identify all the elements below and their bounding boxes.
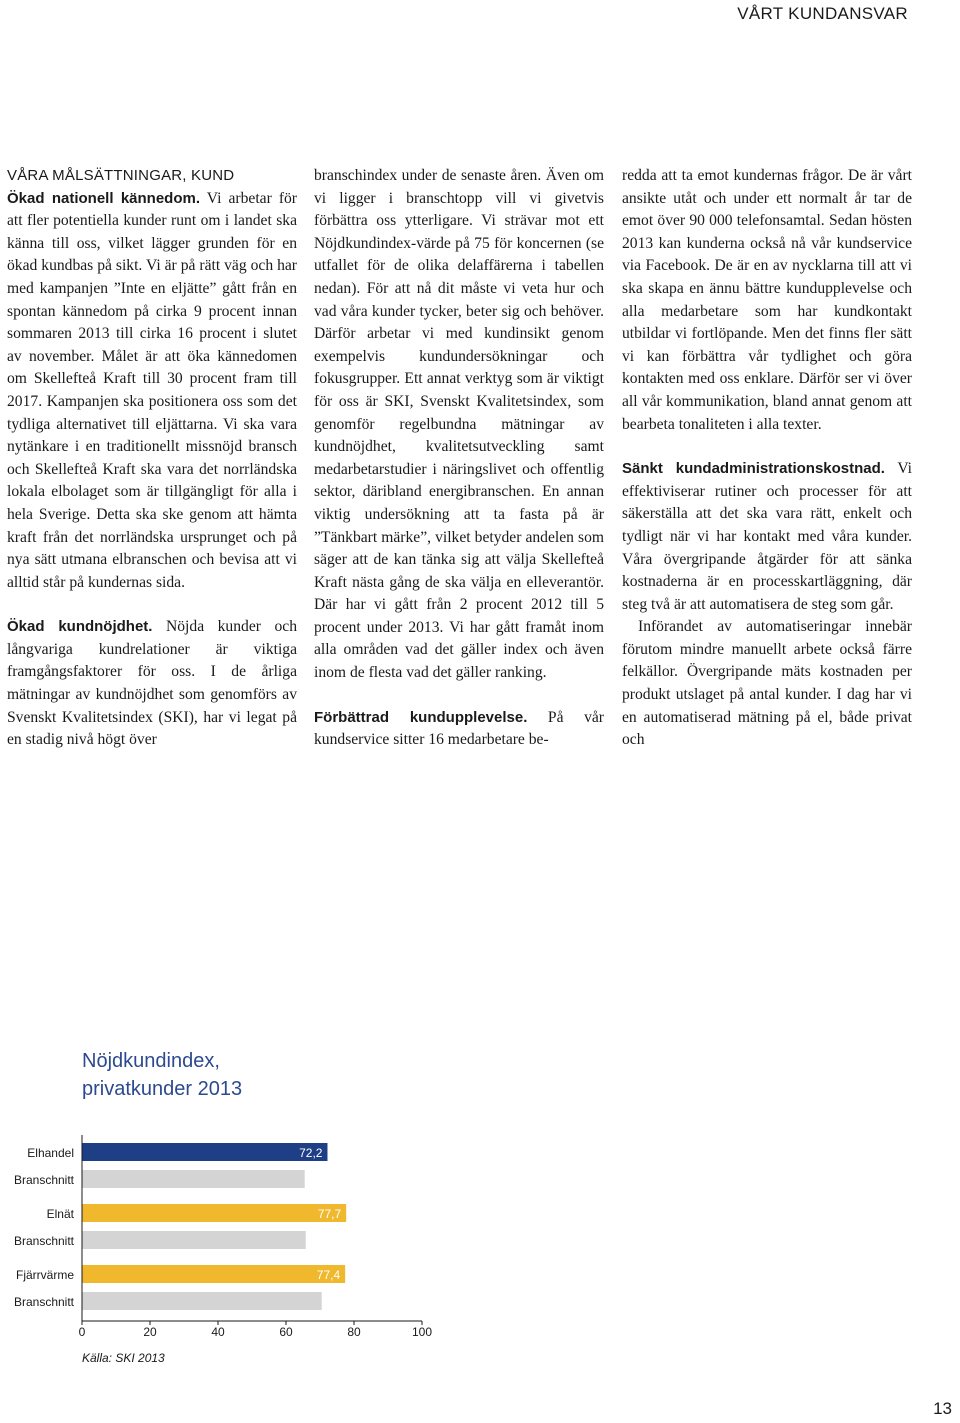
chart-source: Källa: SKI 2013 [82,1351,165,1365]
paragraph-branschindex: branschindex under de senaste åren. Även om vi ligger i branschtopp vill vi givetvis förbättra oss ytterligare. Vi strävar mot ett Nöjdkundindex-värde på 75 för koncernen (se utfallet för de olika delaffärerna i tabellen nedan). För att nå dit måste vi veta hur och vad våra kunder tycker, beter sig och behöver. Därför arbetar vi med kundinsikt genom exempelvis kundundersökningar och fokusgrupper. Ett annat verktyg som är viktigt för oss är SKI, Svenskt Kvalitetsindex, som genomför regelbundna mätningar av kundnöjdhet, kvalitetsutveckling samt medarbetarstudier i näringslivet och offentlig sektor, däribland energibranschen. En annan viktig undersökning att ta fasta på är ”Tänkbart märke”, vilket betyder andelen som säger att de kan tänka sig att välja Skellefteå Kraft nästa gång de ska välja en elleverantör. Där har vi gått från 2 procent 2012 till 5 procent under 2013. Vi har gått framåt inom alla områden vad det gäller index och även inom de flesta vad det gäller ranking. [314,167,604,682]
heading-satisfaction: Ökad kundnöjdhet. [7,618,153,636]
paragraph-admin-cost-text: Vi effektiviserar rutiner och processer för att säkerställa att det ska vara rätt, enkelt och tydligt när vi har kontakt med våra kunder. Våra övergripande åtgärder för att sänka kostnaderna är en processkartläggning, där steg två är att automatisera de steg som går. [622,460,912,613]
value-label-eln-t: 77,7 [317,1207,342,1221]
paragraph-automation: Införandet av automatiseringar innebär förutom mindre manuellt arbete också färre felkällor. Övergripande mäts kostnaden per produkt utslaget på antal kunder. I dag har vi en automatiserad mätning på el, både privat och [622,618,912,749]
x-tick-label: 20 [143,1325,157,1339]
heading-awareness: Ökad nationell kännedom. [7,189,201,207]
chart-title-line-1: Nöjdkundindex, [82,1050,220,1072]
paragraph-admin-cost [622,458,912,616]
bar-elhandel [82,1143,327,1161]
nki-bar-chart [0,1130,480,1380]
category-label-eln-t: Elnät [46,1207,74,1221]
benchmark-bar-elhandel [82,1170,305,1188]
section-kicker: VÅRA MÅLSÄTTNINGAR, KUND [7,167,235,184]
section-header: VÅRT KUNDANSVAR [737,4,908,23]
page-number: 13 [933,1399,952,1418]
x-tick-label: 0 [78,1325,86,1339]
benchmark-label-fj-rrv-rme: Branschnitt [13,1295,74,1309]
text-column-3 [622,165,912,752]
category-label-fj-rrv-rme: Fjärrvärme [15,1268,74,1282]
text-column-2 [314,165,604,752]
x-tick-label: 40 [211,1325,225,1339]
paragraph-satisfaction [7,616,297,752]
paragraph-awareness-text: Vi arbetar för att fler potentiella kunder runt om i landet ska känna till oss, vilket lägger grunden för en ökad kundbas på sikt. Vi är på rätt väg och har med kampanjen ”Inte en eljätte” gått från en spontan kännedom på cirka 9 procent innan sommaren 2013 till cirka 16 procent i slutet av november. Målet är att öka kännedomen om Skellefteå Kraft till 30 procent fram till 2017. Kampanjen ska positionera oss som det tydliga alternativet till eljättarna. Vi ska vara nytänkare i en traditionellt missnöjd bransch och Skellefteå Kraft ska vara det norrländska lokala elbolaget som är tillgängligt för alla i hela Sverige. Detta ska ske genom att hämta kraft från det norrländska ursprunget och på nya sätt utmana elbranschen och bevisa att vi alltid står på kundernas sida. [7,189,297,591]
x-tick-label: 60 [279,1325,293,1339]
chart-title [82,1047,242,1103]
value-label-elhandel: 72,2 [299,1146,323,1160]
x-tick-label: 100 [411,1325,433,1339]
heading-admin-cost: Sänkt kundadministrationskostnad. [622,460,885,478]
x-tick-label: 80 [347,1325,361,1339]
paragraph-experience-text: På vår kundservice sitter 16 medarbetare be- [314,708,604,749]
text-column-1 [7,165,297,752]
benchmark-bar-eln-t [82,1231,306,1249]
paragraph-customer-service: redda att ta emot kundernas frågor. De är vårt ansikte utåt och under ett normalt år tar de emot över 90 000 telefonsamtal. Sedan hösten 2013 kan kunderna också nå vår kundservice via Facebook. De är en av nycklarna till att vi ska skapa en ännu bättre kundupplevelse och alla medarbetare som har kundkontakt utbildar vi fortlöpande. Men det finns fler sätt vi kan förbättra vår tydlighet och göra kontakten med oss enklare. Därför ser vi över all vår kommunikation, bland annat genom att bearbeta tonaliteten i alla texter. [622,167,912,433]
benchmark-label-elhandel: Branschnitt [13,1173,74,1187]
category-label-elhandel: Elhandel [27,1146,74,1160]
paragraph-experience [314,707,604,752]
chart-title-line-2: privatkunder 2013 [82,1078,243,1100]
paragraph-awareness [7,188,297,595]
benchmark-bar-fj-rrv-rme [82,1292,322,1310]
value-label-fj-rrv-rme: 77,4 [316,1268,341,1282]
benchmark-label-eln-t: Branschnitt [13,1234,74,1248]
paragraph-satisfaction-text: Nöjda kunder och långvariga kundrelationer är viktiga framgångsfaktorer för oss. I de årliga mätningar av kundnöjdhet som genomförs av Svenskt Kvalitetsindex (SKI), har vi legat på en stadig nivå högt över [7,618,297,749]
bar-eln-t [82,1204,346,1222]
heading-experience: Förbättrad kundupplevelse. [314,708,528,726]
bar-fj-rrv-rme [82,1265,345,1283]
